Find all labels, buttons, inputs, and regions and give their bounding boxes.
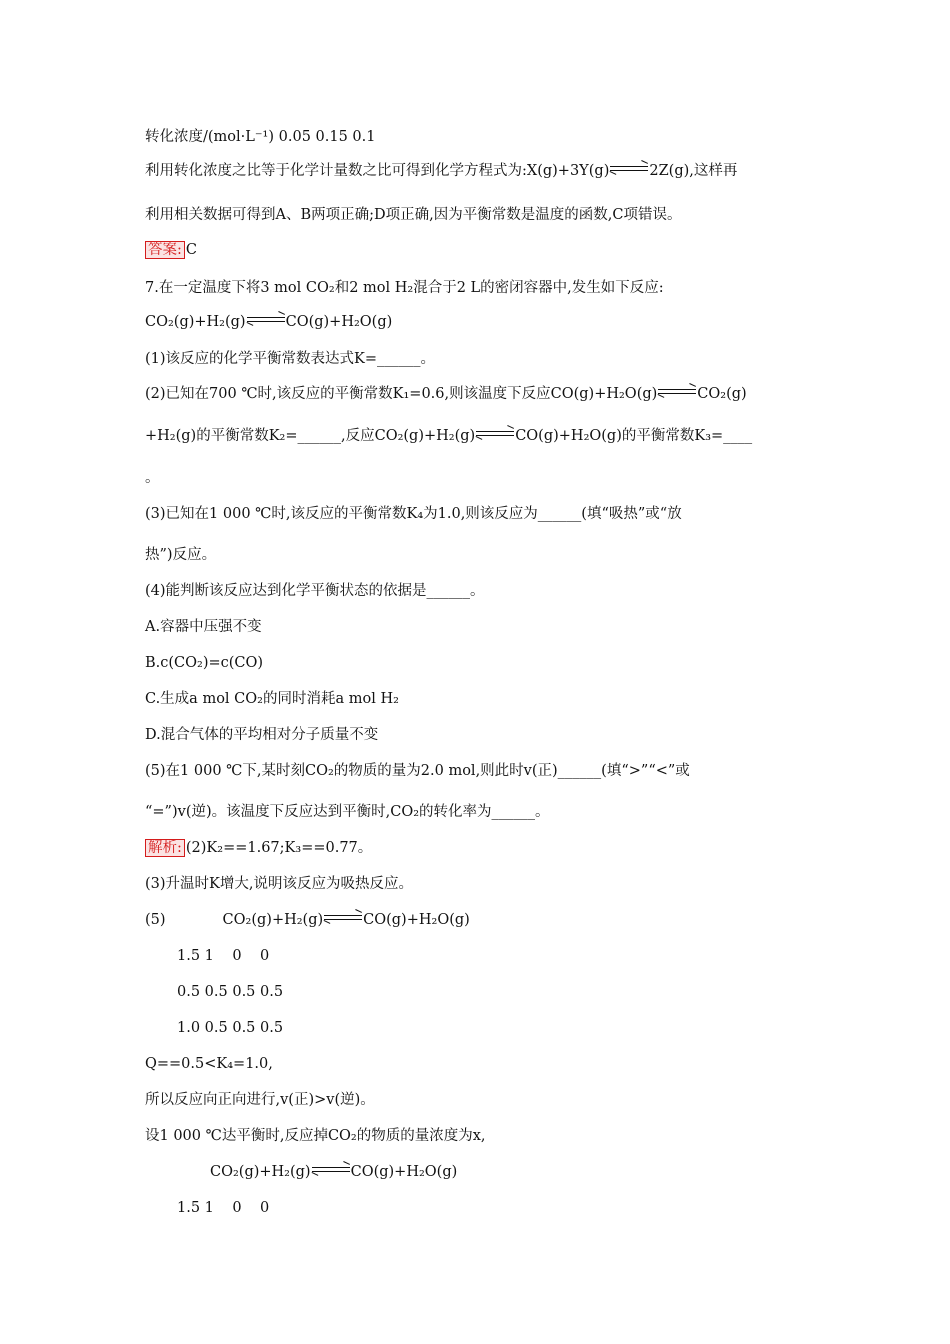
analysis-line: Q==0.5<K₄=1.0,	[145, 1056, 273, 1072]
question-line: (4)能判断该反应达到化学平衡状态的依据是______。	[145, 583, 485, 599]
question-line: (3)已知在1 000 ℃时,该反应的平衡常数K₄为1.0,则该反应为______(填“吸热”或“放	[145, 506, 682, 522]
option-a: A.容器中压强不变	[145, 619, 262, 635]
text-segment: 2Z(g),这样再	[649, 163, 738, 179]
table-row: 1.5 1 0 0	[177, 1200, 270, 1216]
question-line	[145, 384, 747, 404]
question-line: 7.在一定温度下将3 mol CO₂和2 mol H₂混合于2 L的密闭容器中,发生如下反应:	[145, 280, 664, 296]
question-line	[145, 426, 752, 446]
text-line: 转化浓度/(mol·L⁻¹) 0.05 0.15 0.1	[145, 129, 376, 145]
text-line: 。	[145, 470, 160, 486]
equilibrium-arrow-icon	[247, 316, 285, 324]
equation-line	[210, 1162, 457, 1182]
analysis-line: 设1 000 ℃达平衡时,反应掉CO₂的物质的量浓度为x,	[145, 1128, 486, 1144]
analysis-text: (2)K₂==1.67;K₃==0.77。	[185, 840, 373, 856]
option-d: D.混合气体的平均相对分子质量不变	[145, 727, 379, 743]
question-line: (1)该反应的化学平衡常数表达式K=______。	[145, 351, 436, 367]
text-segment: CO(g)+H₂O(g)	[363, 912, 470, 928]
text-segment: CO₂(g)+H₂(g)	[210, 1164, 311, 1180]
equation-line	[145, 910, 470, 930]
question-line: (5)在1 000 ℃下,某时刻CO₂的物质的量为2.0 mol,则此时v(正)______(填“>”“<”或	[145, 763, 690, 779]
equilibrium-arrow-icon	[312, 1166, 350, 1174]
text-segment: CO₂(g)	[697, 386, 747, 402]
text-segment: CO(g)+H₂O(g)	[350, 1164, 458, 1180]
table-row: 0.5 0.5 0.5 0.5	[177, 984, 284, 1000]
answer-line	[145, 240, 197, 260]
analysis-line: 所以反应向正向进行,v(正)>v(逆)。	[145, 1092, 375, 1108]
step-number: (5)	[145, 912, 166, 928]
text-segment: +H₂(g)的平衡常数K₂=______,反应CO₂(g)+H₂(g)	[145, 428, 476, 444]
equilibrium-arrow-icon	[324, 914, 362, 922]
question-line: “=”)v(逆)。该温度下反应达到平衡时,CO₂的转化率为______。	[145, 804, 550, 820]
table-row: 1.0 0.5 0.5 0.5	[177, 1020, 284, 1036]
equilibrium-arrow-icon	[658, 388, 696, 396]
text-line: 利用相关数据可得到A、B两项正确;D项正确,因为平衡常数是温度的函数,C项错误。	[145, 207, 682, 223]
analysis-line	[145, 838, 372, 858]
text-segment: CO₂(g)+H₂(g)	[145, 314, 246, 330]
text-segment: (2)已知在700 ℃时,该反应的平衡常数K₁=0.6,则该温度下反应CO(g)+H₂O(g)	[145, 386, 658, 402]
equilibrium-arrow-icon	[476, 430, 514, 438]
answer-label: 答案:	[145, 241, 185, 259]
analysis-line: (3)升温时K增大,说明该反应为吸热反应。	[145, 876, 413, 892]
option-c: C.生成a mol CO₂的同时消耗a mol H₂	[145, 691, 399, 707]
text-segment: CO(g)+H₂O(g)	[285, 314, 393, 330]
text-segment: 利用转化浓度之比等于化学计量数之比可得到化学方程式为:X(g)+3Y(g)	[145, 163, 610, 179]
text-segment: CO₂(g)+H₂(g)	[222, 912, 324, 928]
question-line: 热”)反应。	[145, 547, 217, 563]
analysis-label: 解析:	[145, 839, 185, 857]
equation-line	[145, 312, 392, 332]
option-b: B.c(CO₂)=c(CO)	[145, 655, 264, 671]
equilibrium-arrow-icon	[610, 165, 648, 173]
text-segment: CO(g)+H₂O(g)的平衡常数K₃=____	[515, 428, 753, 444]
answer-value: C	[185, 242, 197, 258]
text-line	[145, 161, 737, 181]
table-row: 1.5 1 0 0	[177, 948, 270, 964]
